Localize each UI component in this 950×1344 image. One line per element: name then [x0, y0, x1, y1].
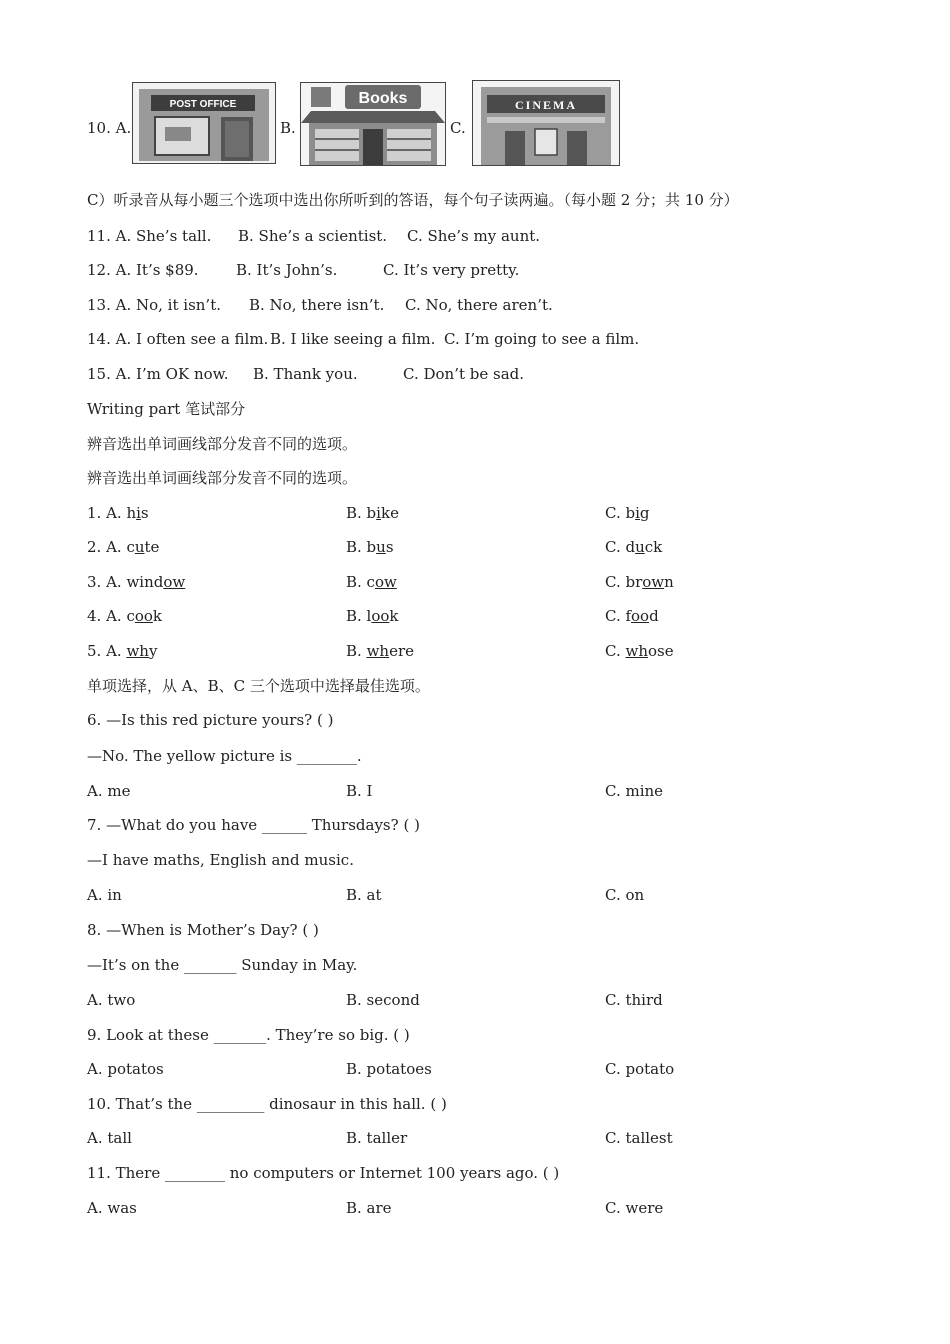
word-part: C. b: [605, 504, 636, 522]
question-stem: 6. —Is this red picture yours? ( ): [87, 711, 334, 729]
option-b: B. at: [346, 886, 382, 904]
option-a: A. potatos: [87, 1060, 164, 1078]
option-a: A. me: [87, 782, 131, 800]
phonics-instruction: 辨音选出单词画线部分发音不同的选项。: [87, 435, 358, 453]
option-c: C. Don’t be sad.: [403, 365, 525, 383]
option-b: B. taller: [346, 1129, 408, 1147]
question-response: —No. The yellow picture is ________.: [87, 747, 362, 765]
option-a: A. in: [87, 886, 122, 904]
question-stem: 10. That’s the _________ dinosaur in this hall. ( ): [87, 1095, 447, 1113]
underlined-part: oo: [134, 607, 153, 625]
question-response: —I have maths, English and music.: [87, 851, 354, 869]
word-part: d: [649, 607, 659, 625]
option-b: B. No, there isn’t.: [249, 296, 385, 314]
q10-option-c-label: C.: [450, 119, 466, 137]
bookstore-picture: [300, 82, 446, 166]
word-part: ere: [389, 642, 414, 660]
word-part: B. b: [346, 538, 377, 556]
word-part: C. f: [605, 607, 632, 625]
word-part: y: [148, 642, 158, 660]
option-c: C. It’s very pretty.: [383, 261, 520, 279]
option-c: C. No, there aren’t.: [405, 296, 553, 314]
word-part: 2. A. c: [87, 538, 135, 556]
option-c: C. She’s my aunt.: [407, 227, 541, 245]
option-a: [87, 503, 149, 523]
question-stem: 8. —When is Mother’s Day? ( ): [87, 921, 319, 939]
option-c: C. third: [605, 991, 663, 1009]
option-b: [346, 641, 414, 661]
option-c: [605, 572, 674, 592]
section-c-instruction: C）听录音从每小题三个选项中选出你所听到的答语，每个句子读两遍。（每小题 2 分；共 10 分）: [87, 191, 739, 209]
option-c: C. I’m going to see a film.: [444, 330, 640, 348]
option-a: A. two: [87, 991, 136, 1009]
word-part: 1. A. h: [87, 504, 137, 522]
option-a: 14. A. I often see a film.: [87, 330, 269, 348]
option-a: [87, 572, 185, 592]
option-b: B. She’s a scientist.: [238, 227, 388, 245]
cinema-sign: CINEMA: [515, 98, 577, 112]
underlined-part: ow: [163, 573, 186, 591]
q10-number: 10. A.: [87, 119, 132, 137]
cinema-picture: [472, 80, 620, 166]
post-office-picture: [132, 82, 276, 164]
writing-part-title: Writing part 笔试部分: [87, 400, 246, 418]
underlined-part: ig: [635, 504, 650, 522]
option-c: C. were: [605, 1199, 664, 1217]
word-part: C. d: [605, 538, 636, 556]
option-c: [605, 537, 662, 557]
option-c: [605, 641, 674, 661]
underlined-part: wh: [625, 642, 648, 660]
word-part: ke: [380, 504, 399, 522]
option-a: 11. A. She’s tall.: [87, 227, 212, 245]
underlined-part: u: [134, 538, 145, 556]
underlined-part: i: [376, 504, 381, 522]
word-part: 4. A. c: [87, 607, 135, 625]
option-c: C. mine: [605, 782, 664, 800]
question-stem: 11. There ________ no computers or Internet 100 years ago. ( ): [87, 1164, 560, 1182]
underlined-part: oo: [371, 607, 390, 625]
option-b: [346, 572, 397, 592]
option-b: B. I: [346, 782, 373, 800]
underlined-part: i: [136, 504, 141, 522]
option-a: [87, 641, 157, 661]
option-a: A. tall: [87, 1129, 132, 1147]
option-b: B. potatoes: [346, 1060, 432, 1078]
option-a: 12. A. It’s $89.: [87, 261, 199, 279]
option-c: C. tallest: [605, 1129, 673, 1147]
option-a: [87, 537, 159, 557]
option-c: [605, 503, 650, 523]
underlined-part: u: [635, 538, 645, 556]
option-c: [605, 606, 659, 626]
option-b: B. second: [346, 991, 420, 1009]
word-part: te: [144, 538, 160, 556]
option-b: [346, 537, 394, 557]
option-a: 13. A. No, it isn’t.: [87, 296, 221, 314]
word-part: B. c: [346, 573, 375, 591]
underlined-part: ow: [374, 573, 397, 591]
word-part: s: [140, 504, 149, 522]
underlined-part: oo: [631, 607, 650, 625]
option-b: [346, 503, 399, 523]
word-part: B. b: [346, 504, 377, 522]
word-part: k: [389, 607, 399, 625]
q10-option-b-label: B.: [280, 119, 296, 137]
option-a: [87, 606, 162, 626]
option-b: [346, 606, 399, 626]
word-part: k: [152, 607, 163, 625]
option-b: B. are: [346, 1199, 392, 1217]
word-part: ck: [644, 538, 663, 556]
word-part: B.: [346, 642, 367, 660]
question-stem: 7. —What do you have ______ Thursdays? ( ): [87, 816, 420, 834]
phonics-instruction: 辨音选出单词画线部分发音不同的选项。: [87, 469, 358, 487]
post-office-sign: POST OFFICE: [169, 99, 237, 110]
option-b: B. I like seeing a film.: [270, 330, 436, 348]
option-b: B. Thank you.: [253, 365, 358, 383]
option-c: C. potato: [605, 1060, 675, 1078]
word-part: C. br: [605, 573, 643, 591]
word-part: ose: [647, 642, 674, 660]
question-stem: 9. Look at these _______. They’re so big. ( ): [87, 1026, 410, 1044]
bookstore-sign: Books: [358, 90, 408, 107]
word-part: 5. A.: [87, 642, 127, 660]
word-part: C.: [605, 642, 626, 660]
word-part: n: [664, 573, 674, 591]
word-part: s: [385, 538, 394, 556]
underlined-part: ow: [642, 573, 665, 591]
word-part: 3. A. wind: [87, 573, 164, 591]
option-a: A. was: [87, 1199, 137, 1217]
option-a: 15. A. I’m OK now.: [87, 365, 229, 383]
underlined-part: wh: [126, 642, 149, 660]
word-part: B. l: [346, 607, 372, 625]
question-response: —It’s on the _______ Sunday in May.: [87, 956, 358, 974]
option-c: C. on: [605, 886, 645, 904]
underlined-part: u: [376, 538, 386, 556]
option-b: B. It’s John’s.: [236, 261, 338, 279]
choice-instruction: 单项选择，从 A、B、C 三个选项中选择最佳选项。: [87, 677, 430, 695]
underlined-part: wh: [366, 642, 390, 660]
